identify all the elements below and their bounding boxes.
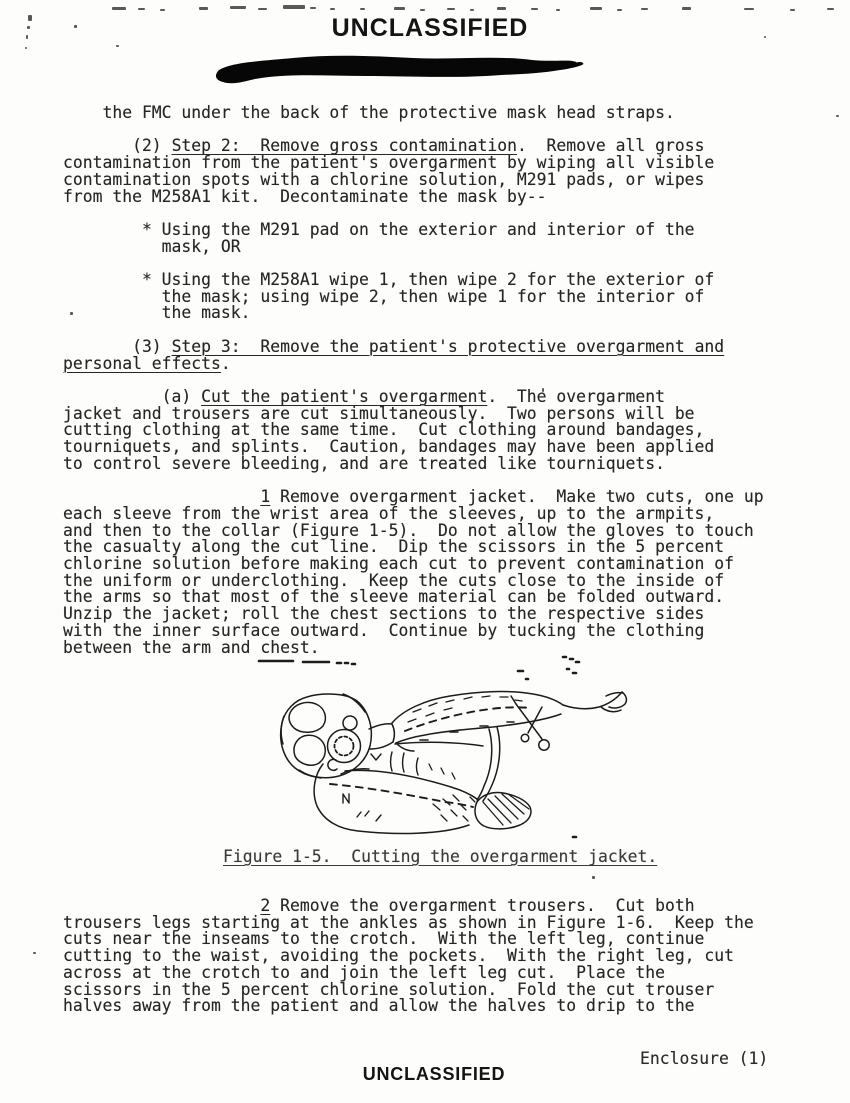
figure-caption: Figure 1-5. Cutting the overgarment jacket. <box>223 847 658 866</box>
text-line: tourniquets, and splints. Caution, bandages may have been applied <box>63 437 715 457</box>
scan-artifact <box>420 9 425 11</box>
text-line: cuts near the inseams to the crotch. With the left leg, continue <box>63 929 705 949</box>
scan-artifact <box>590 7 602 10</box>
text-line: and then to the collar (Figure 1-5). Do not allow the gloves to touch <box>63 520 754 540</box>
text-line: with the inner surface outward. Continue by tucking the clothing <box>63 620 705 640</box>
body-text-upper <box>63 105 764 656</box>
scan-artifact <box>310 7 316 9</box>
classification-header: UNCLASSIFIED <box>331 14 529 42</box>
scan-artifact <box>641 8 648 10</box>
redaction-bar <box>210 49 585 87</box>
text-line: scissors in the 5 percent chlorine solution. Fold the cut trouser <box>63 979 715 999</box>
text-line: personal effects. <box>63 353 231 373</box>
text-line: (2) Step 2: Remove gross contamination. Remove all gross <box>63 136 705 156</box>
text-line: contamination from the patient's overgarment by wiping all visible <box>63 153 715 173</box>
scan-artifact <box>744 8 754 10</box>
scan-artifact <box>470 9 474 11</box>
text-line: across at the crotch to and join the left leg cut. Place the <box>63 962 665 982</box>
scan-artifact <box>258 8 267 10</box>
scan-artifact <box>617 9 622 11</box>
scan-artifact <box>330 8 335 10</box>
text-line: * Using the M258A1 wipe 1, then wipe 2 for the exterior of <box>63 270 715 290</box>
hatch-marks <box>408 696 522 821</box>
scan-artifact <box>827 8 834 10</box>
figure-1-5-illustration <box>245 652 665 852</box>
fold-marks <box>343 752 418 821</box>
mask-head <box>281 694 372 778</box>
scan-artifact <box>531 8 538 10</box>
text-line: cutting to the waist, avoiding the pockets. With the right leg, cut <box>63 946 735 966</box>
enclosure-label: Enclosure (1) <box>640 1049 769 1068</box>
scan-artifact <box>360 8 365 10</box>
text-line: 1 Remove overgarment jacket. Make two cuts, one up <box>260 487 764 507</box>
text-line: Unzip the jacket; roll the chest sections to the respective sides <box>63 604 705 624</box>
text-line: each sleeve from the wrist area of the sleeves, up to the armpits, <box>63 503 715 523</box>
scissors <box>511 696 549 750</box>
cut-line-upper <box>405 707 531 731</box>
scan-artifact <box>116 45 119 47</box>
scan-artifact <box>447 8 455 10</box>
scan-artifact <box>33 952 36 954</box>
scan-artifact <box>283 5 305 9</box>
text-line: the mask; using wipe 2, then wipe 1 for the interior of <box>63 286 705 306</box>
text-line: trousers legs starting at the ankles as shown in Figure 1-6. Keep the <box>63 912 754 932</box>
text-line: from the M258A1 kit. Decontaminate the mask by-- <box>63 186 547 206</box>
body-text-lower <box>63 898 754 1015</box>
scan-artifact <box>836 115 839 117</box>
text-line: the casualty along the cut line. Dip the scissors in the 5 percent <box>63 537 725 557</box>
text-line: 2 Remove the overgarment trousers. Cut both <box>260 896 695 915</box>
text-line: (a) Cut the patient's overgarment. The overgarment <box>63 386 665 406</box>
scan-artifact <box>199 7 208 10</box>
text-line: between the arm and chest. <box>63 637 320 657</box>
text-line: * Using the M291 pad on the exterior and interior of the <box>63 219 695 239</box>
scan-artifact <box>497 7 506 10</box>
scan-artifact <box>112 7 126 10</box>
text-line: halves away from the patient and allow the halves to drip to the <box>63 996 695 1016</box>
scan-artifact <box>25 47 27 49</box>
text-line: the uniform or underclothing. Keep the cuts close to the inside of <box>63 570 725 590</box>
classification-footer: UNCLASSIFIED <box>362 1064 506 1084</box>
scan-artifact <box>556 9 560 11</box>
text-line: the FMC under the back of the protective mask head straps. <box>63 103 675 122</box>
text-line: (3) Step 3: Remove the patient's protective overgarment and <box>63 336 725 356</box>
text-line: the mask. <box>63 303 251 323</box>
scan-artifact <box>682 7 691 10</box>
scan-artifact <box>138 8 145 10</box>
glove-hand <box>475 792 531 828</box>
text-line: to control severe bleeding, and are treated like tourniquets. <box>63 453 665 473</box>
text-line: jacket and trousers are cut simultaneously. Two persons will be <box>63 403 695 423</box>
text-line: mask, OR <box>63 236 241 256</box>
scan-artifact <box>592 876 595 879</box>
text-line: cutting clothing at the same time. Cut clothing around bandages, <box>63 420 705 440</box>
text-line: contamination spots with a chlorine solution, M291 pads, or wipes <box>63 169 705 189</box>
text-line: the arms so that most of the sleeve material can be folded outward. <box>63 587 725 607</box>
scan-artifact <box>160 9 165 11</box>
scan-artifact <box>790 9 795 11</box>
scan-artifact <box>394 7 405 10</box>
text-line: chlorine solution before making each cut to prevent contamination of <box>63 553 735 573</box>
jacket-body <box>314 727 500 833</box>
scan-artifact <box>230 6 246 9</box>
